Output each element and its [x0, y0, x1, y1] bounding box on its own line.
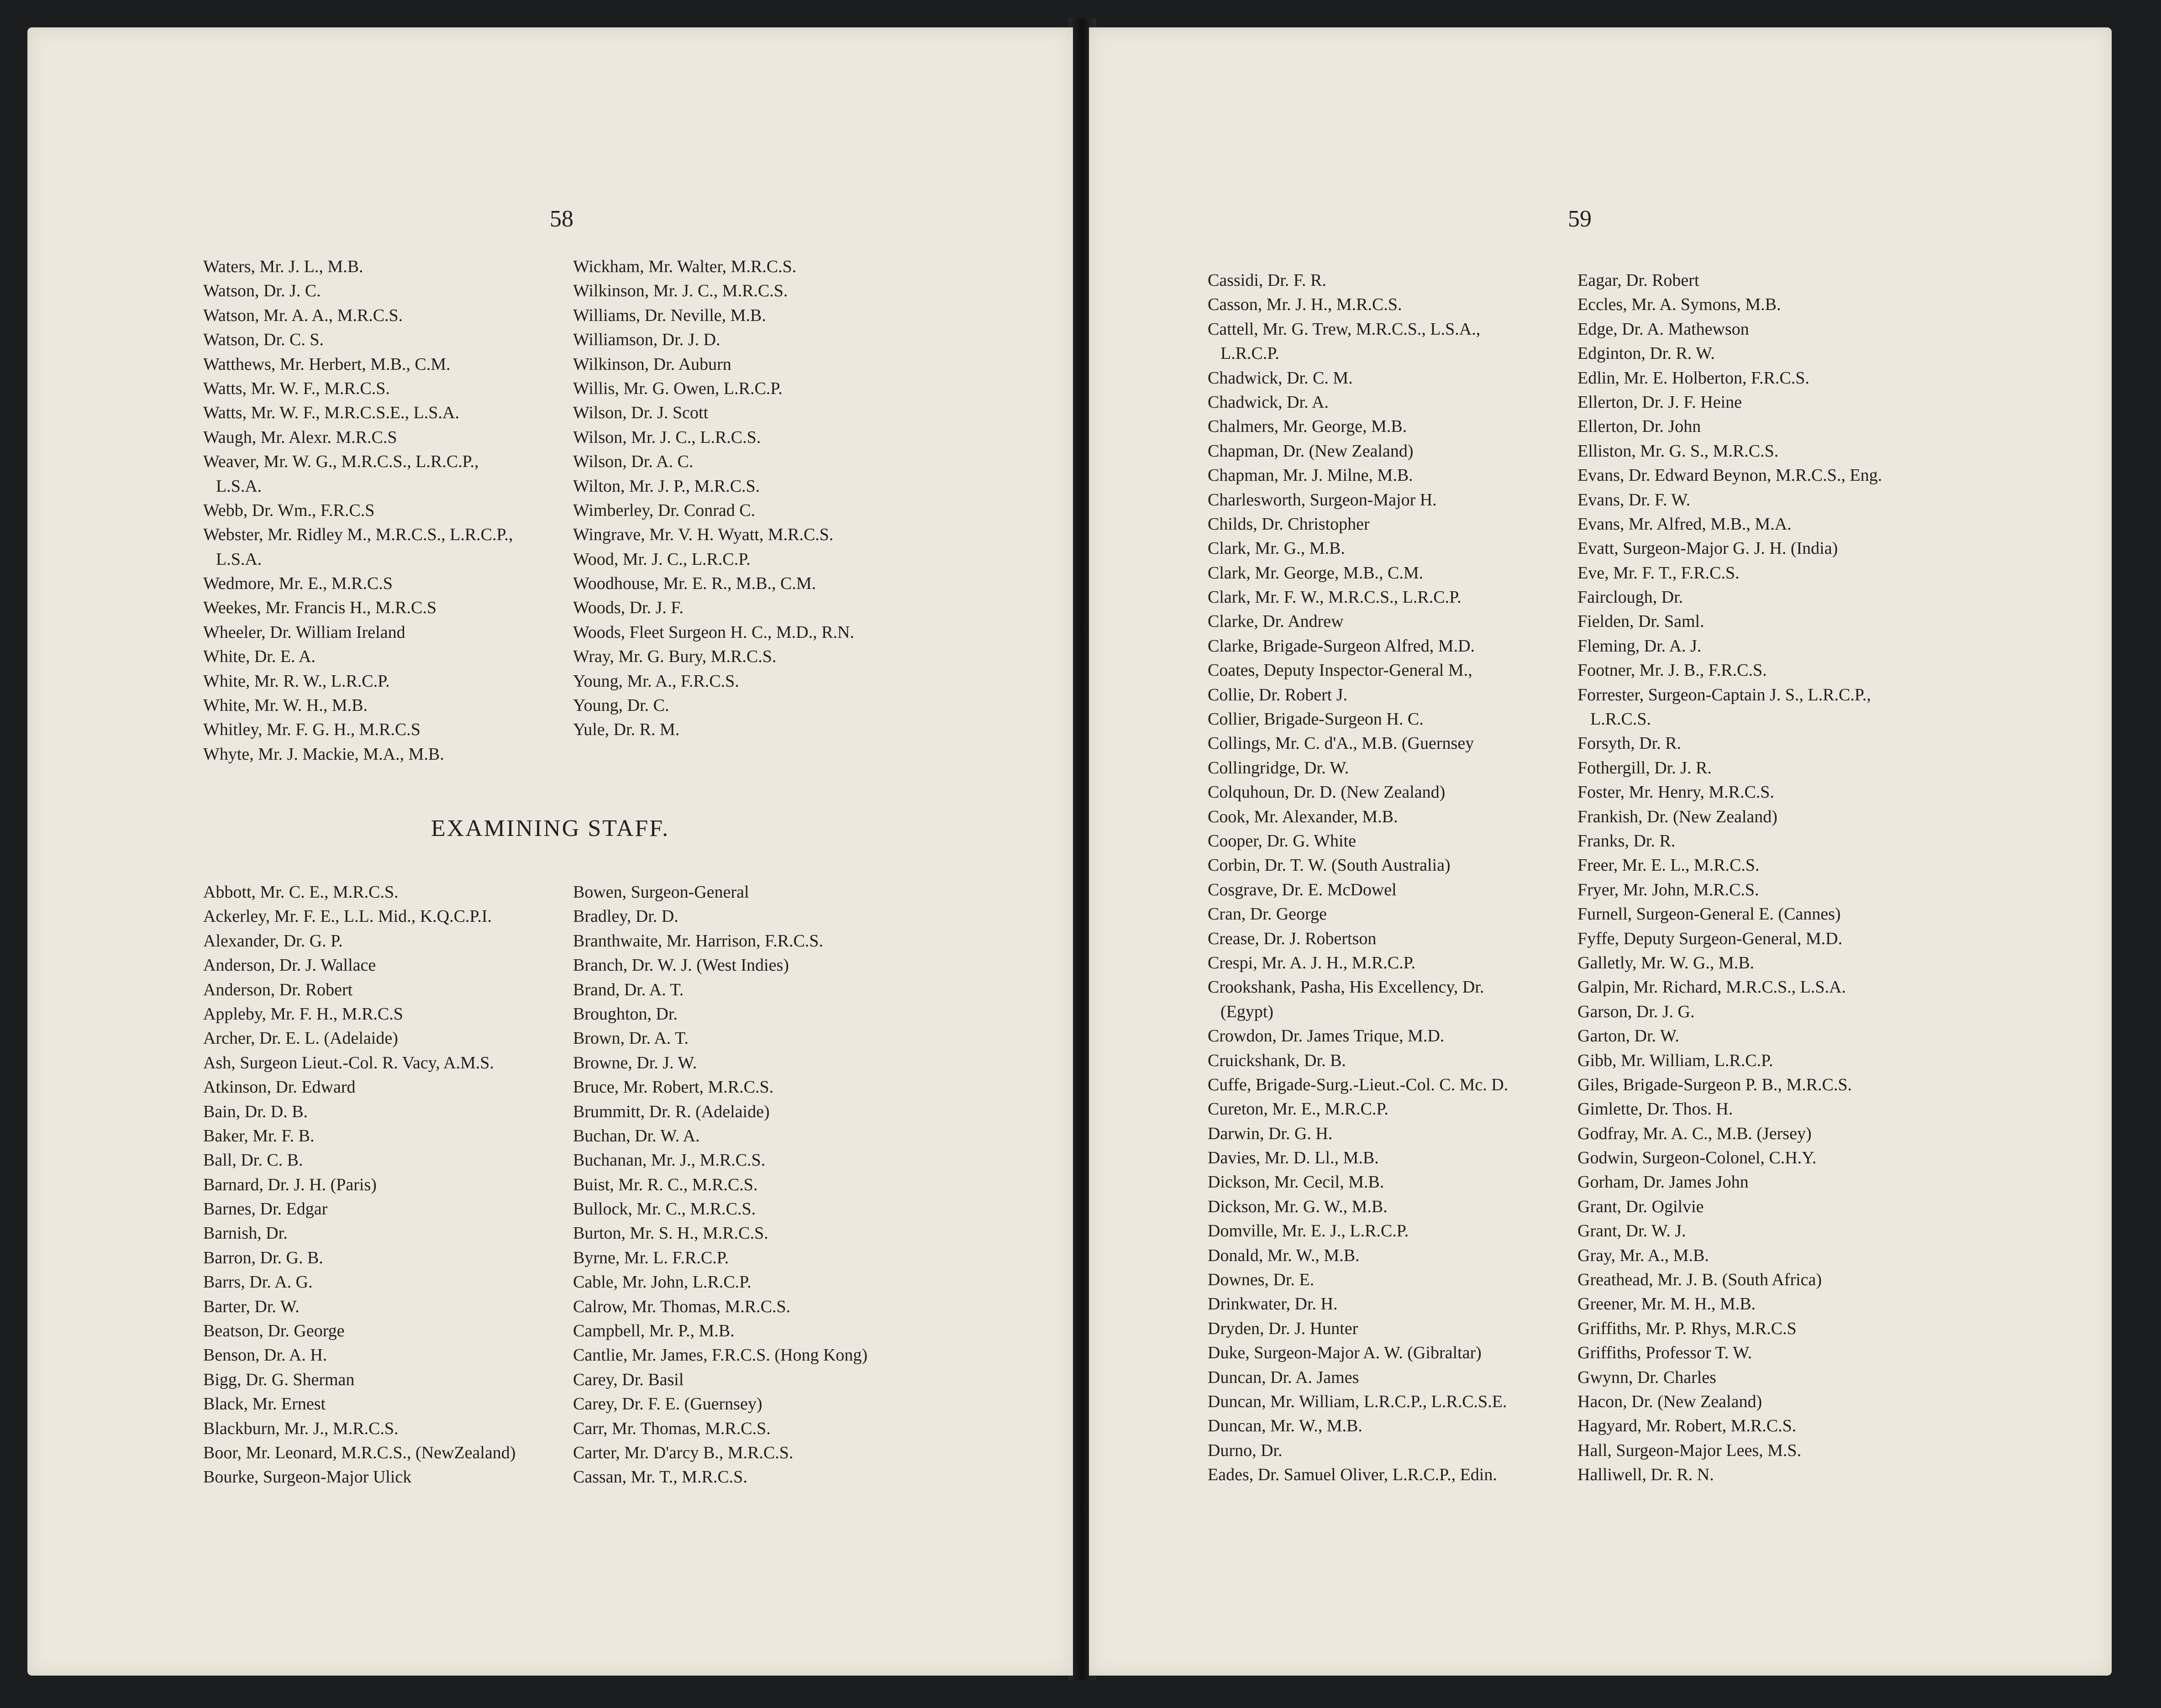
list-item: Browne, Dr. J. W.: [573, 1053, 697, 1072]
list-item: Garton, Dr. W.: [1577, 1026, 1679, 1046]
list-item: Eades, Dr. Samuel Oliver, L.R.C.P., Edin.: [1208, 1465, 1497, 1485]
list-item: L.S.A.: [216, 476, 262, 496]
list-item: Godfray, Mr. A. C., M.B. (Jersey): [1577, 1124, 1812, 1143]
list-item: Wilson, Mr. J. C., L.R.C.S.: [573, 427, 761, 447]
list-item: Colquhoun, Dr. D. (New Zealand): [1208, 783, 1446, 802]
list-item: Galpin, Mr. Richard, M.R.C.S., L.S.A.: [1577, 978, 1846, 997]
list-item: Blackburn, Mr. J., M.R.C.S.: [203, 1419, 399, 1438]
list-item: Buchanan, Mr. J., M.R.C.S.: [573, 1151, 766, 1170]
list-item: Carey, Dr. F. E. (Guernsey): [573, 1394, 762, 1414]
list-item: Waters, Mr. J. L., M.B.: [203, 257, 363, 276]
list-item: Downes, Dr. E.: [1208, 1270, 1314, 1290]
list-item: Dickson, Mr. G. W., M.B.: [1208, 1197, 1388, 1216]
list-item: Waugh, Mr. Alexr. M.R.C.S: [203, 427, 397, 447]
list-item: Branthwaite, Mr. Harrison, F.R.C.S.: [573, 931, 823, 951]
list-item: Collings, Mr. C. d'A., M.B. (Guernsey: [1208, 734, 1474, 753]
list-item: Wilton, Mr. J. P., M.R.C.S.: [573, 476, 760, 496]
list-item: Wilkinson, Mr. J. C., M.R.C.S.: [573, 281, 788, 301]
list-item: Cassan, Mr. T., M.R.C.S.: [573, 1467, 747, 1487]
list-item: Edge, Dr. A. Mathewson: [1577, 319, 1749, 339]
list-item: Godwin, Surgeon-Colonel, C.H.Y.: [1577, 1148, 1817, 1168]
list-item: Dickson, Mr. Cecil, M.B.: [1208, 1172, 1384, 1192]
list-item: Fryer, Mr. John, M.R.C.S.: [1577, 880, 1759, 899]
list-item: Carter, Mr. D'arcy B., M.R.C.S.: [573, 1443, 794, 1462]
list-item: Donald, Mr. W., M.B.: [1208, 1246, 1360, 1265]
list-item: Edlin, Mr. E. Holberton, F.R.C.S.: [1577, 368, 1809, 388]
list-item: White, Mr. W. H., M.B.: [203, 696, 368, 715]
list-item: Bullock, Mr. C., M.R.C.S.: [573, 1199, 756, 1219]
list-item: Alexander, Dr. G. P.: [203, 931, 343, 951]
list-item: Bradley, Dr. D.: [573, 907, 678, 926]
list-item: Frankish, Dr. (New Zealand): [1577, 807, 1777, 826]
list-item: Dryden, Dr. J. Hunter: [1208, 1319, 1358, 1338]
list-item: Weekes, Mr. Francis H., M.R.C.S: [203, 598, 436, 618]
list-item: Darwin, Dr. G. H.: [1208, 1124, 1333, 1143]
list-item: Woodhouse, Mr. E. R., M.B., C.M.: [573, 574, 816, 594]
list-item: Corbin, Dr. T. W. (South Australia): [1208, 856, 1451, 875]
list-item: Wickham, Mr. Walter, M.R.C.S.: [573, 257, 797, 276]
list-item: Brummitt, Dr. R. (Adelaide): [573, 1102, 770, 1121]
list-item: Chadwick, Dr. C. M.: [1208, 368, 1353, 388]
list-item: Burton, Mr. S. H., M.R.C.S.: [573, 1224, 768, 1243]
list-item: Watson, Dr. J. C.: [203, 281, 321, 301]
list-item: Bourke, Surgeon-Major Ulick: [203, 1467, 412, 1487]
list-item: Drinkwater, Dr. H.: [1208, 1294, 1338, 1314]
list-item: Branch, Dr. W. J. (West Indies): [573, 956, 789, 975]
list-item: Wingrave, Mr. V. H. Wyatt, M.R.C.S.: [573, 525, 834, 545]
list-item: Ellerton, Dr. John: [1577, 417, 1701, 436]
left-bottom-column-2: [573, 880, 868, 1490]
list-item: Weaver, Mr. W. G., M.R.C.S., L.R.C.P.,: [203, 452, 479, 472]
list-item: Collier, Brigade-Surgeon H. C.: [1208, 709, 1424, 729]
list-item: Webster, Mr. Ridley M., M.R.C.S., L.R.C.P.,: [203, 525, 513, 545]
list-item: Eagar, Dr. Robert: [1577, 271, 1699, 290]
list-item: Hall, Surgeon-Major Lees, M.S.: [1577, 1440, 1802, 1460]
list-item: Boor, Mr. Leonard, M.R.C.S., (NewZealand): [203, 1443, 516, 1462]
list-item: Ackerley, Mr. F. E., L.L. Mid., K.Q.C.P.I.: [203, 907, 492, 926]
list-item: Forrester, Surgeon-Captain J. S., L.R.C.P.,: [1577, 685, 1871, 704]
list-item: Barron, Dr. G. B.: [203, 1248, 323, 1267]
list-item: Crowdon, Dr. James Trique, M.D.: [1208, 1026, 1445, 1046]
list-item: Barnard, Dr. J. H. (Paris): [203, 1175, 377, 1194]
list-item: Bowen, Surgeon-General: [573, 883, 749, 902]
list-item: Bain, Dr. D. B.: [203, 1102, 308, 1121]
list-item: Wray, Mr. G. Bury, M.R.C.S.: [573, 647, 777, 667]
list-item: Watson, Dr. C. S.: [203, 330, 324, 350]
list-item: Archer, Dr. E. L. (Adelaide): [203, 1029, 398, 1048]
list-item: Ball, Dr. C. B.: [203, 1151, 303, 1170]
list-item: Young, Dr. C.: [573, 696, 669, 715]
list-item: Ash, Surgeon Lieut.-Col. R. Vacy, A.M.S.: [203, 1053, 494, 1072]
list-item: L.R.C.S.: [1590, 709, 1651, 729]
list-item: Watts, Mr. W. F., M.R.C.S.E., L.S.A.: [203, 403, 459, 423]
list-item: Chalmers, Mr. George, M.B.: [1208, 417, 1407, 436]
list-item: Williamson, Dr. J. D.: [573, 330, 720, 350]
list-item: Coates, Deputy Inspector-General M.,: [1208, 661, 1472, 680]
list-item: Franks, Dr. R.: [1577, 831, 1676, 851]
list-item: Anderson, Dr. Robert: [203, 980, 353, 999]
list-item: Wheeler, Dr. William Ireland: [203, 622, 405, 642]
list-item: Willis, Mr. G. Owen, L.R.C.P.: [573, 378, 783, 398]
list-item: Wedmore, Mr. E., M.R.C.S: [203, 574, 393, 594]
list-item: Elliston, Mr. G. S., M.R.C.S.: [1577, 441, 1779, 461]
list-item: Galletly, Mr. W. G., M.B.: [1577, 953, 1755, 972]
list-item: Fothergill, Dr. J. R.: [1577, 758, 1712, 778]
left-bottom-column-1: [203, 880, 515, 1490]
list-item: Clarke, Dr. Andrew: [1208, 612, 1344, 631]
list-item: Benson, Dr. A. H.: [203, 1345, 327, 1365]
list-item: Young, Mr. A., F.R.C.S.: [573, 671, 739, 691]
list-item: Carr, Mr. Thomas, M.R.C.S.: [573, 1419, 771, 1438]
list-item: Fleming, Dr. A. J.: [1577, 636, 1702, 656]
list-item: Watts, Mr. W. F., M.R.C.S.: [203, 378, 390, 398]
list-item: Grant, Dr. Ogilvie: [1577, 1197, 1704, 1216]
list-item: Garson, Dr. J. G.: [1577, 1002, 1695, 1021]
list-item: L.R.C.P.: [1220, 344, 1279, 363]
right-column-1: [1208, 268, 1508, 1487]
list-item: Gray, Mr. A., M.B.: [1577, 1246, 1709, 1265]
list-item: Evans, Dr. F. W.: [1577, 490, 1691, 510]
list-item: Crespi, Mr. A. J. H., M.R.C.P.: [1208, 953, 1416, 972]
list-item: Fielden, Dr. Saml.: [1577, 612, 1704, 631]
list-item: Campbell, Mr. P., M.B.: [573, 1321, 735, 1341]
list-item: Cattell, Mr. G. Trew, M.R.C.S., L.S.A.,: [1208, 319, 1481, 339]
list-item: Cran, Dr. George: [1208, 904, 1327, 924]
list-item: Abbott, Mr. C. E., M.R.C.S.: [203, 883, 399, 902]
list-item: Foster, Mr. Henry, M.R.C.S.: [1577, 783, 1774, 802]
list-item: White, Dr. E. A.: [203, 647, 315, 667]
list-item: Carey, Dr. Basil: [573, 1370, 684, 1389]
list-item: Barrs, Dr. A. G.: [203, 1272, 313, 1292]
list-item: Gorham, Dr. James John: [1577, 1172, 1749, 1192]
list-item: Childs, Dr. Christopher: [1208, 514, 1370, 534]
list-item: Ellerton, Dr. J. F. Heine: [1577, 392, 1742, 412]
list-item: Crookshank, Pasha, His Excellency, Dr.: [1208, 978, 1484, 997]
left-top-column-1: [203, 255, 513, 767]
list-item: Wilkinson, Dr. Auburn: [573, 354, 731, 374]
list-item: Cook, Mr. Alexander, M.B.: [1208, 807, 1398, 826]
list-item: Webb, Dr. Wm., F.R.C.S: [203, 500, 375, 520]
list-item: Evans, Mr. Alfred, M.B., M.A.: [1577, 514, 1792, 534]
list-item: Clark, Mr. G., M.B.: [1208, 539, 1345, 558]
list-item: Cantlie, Mr. James, F.R.C.S. (Hong Kong): [573, 1345, 868, 1365]
list-item: Atkinson, Dr. Edward: [203, 1077, 356, 1097]
list-item: Forsyth, Dr. R.: [1577, 734, 1681, 753]
list-item: Cruickshank, Dr. B.: [1208, 1051, 1346, 1070]
list-item: Black, Mr. Ernest: [203, 1394, 326, 1414]
list-item: Anderson, Dr. J. Wallace: [203, 956, 376, 975]
list-item: Edginton, Dr. R. W.: [1577, 344, 1715, 363]
list-item: Durno, Dr.: [1208, 1440, 1283, 1460]
list-item: Wilson, Dr. A. C.: [573, 452, 694, 472]
right-page: [1089, 27, 2112, 1676]
page-number-left: 58: [550, 206, 573, 232]
list-item: Cosgrave, Dr. E. McDowel: [1208, 880, 1397, 899]
list-item: Fyffe, Deputy Surgeon-General, M.D.: [1577, 929, 1843, 948]
list-item: L.S.A.: [216, 549, 262, 569]
list-item: Gibb, Mr. William, L.R.C.P.: [1577, 1051, 1773, 1070]
list-item: Duncan, Mr. W., M.B.: [1208, 1416, 1362, 1436]
list-item: Watson, Mr. A. A., M.R.C.S.: [203, 305, 403, 325]
list-item: Woods, Dr. J. F.: [573, 598, 684, 618]
list-item: Hagyard, Mr. Robert, M.R.C.S.: [1577, 1416, 1797, 1436]
list-item: Griffiths, Professor T. W.: [1577, 1343, 1752, 1363]
list-item: Cassidi, Dr. F. R.: [1208, 271, 1326, 290]
list-item: Evans, Dr. Edward Beynon, M.R.C.S., Eng.: [1577, 466, 1882, 485]
list-item: Clark, Mr. F. W., M.R.C.S., L.R.C.P.: [1208, 588, 1462, 607]
list-item: (Egypt): [1220, 1002, 1274, 1021]
list-item: Collingridge, Dr. W.: [1208, 758, 1349, 778]
list-item: Greathead, Mr. J. B. (South Africa): [1577, 1270, 1822, 1290]
list-item: Bruce, Mr. Robert, M.R.C.S.: [573, 1077, 774, 1097]
list-item: Watthews, Mr. Herbert, M.B., C.M.: [203, 354, 451, 374]
list-item: Davies, Mr. D. Ll., M.B.: [1208, 1148, 1379, 1168]
list-item: Whitley, Mr. F. G. H., M.R.C.S: [203, 720, 421, 740]
list-item: Cooper, Dr. G. White: [1208, 831, 1356, 851]
list-item: Collie, Dr. Robert J.: [1208, 685, 1348, 704]
list-item: Duncan, Mr. William, L.R.C.P., L.R.C.S.E.: [1208, 1392, 1507, 1411]
list-item: Casson, Mr. J. H., M.R.C.S.: [1208, 295, 1402, 315]
list-item: Wood, Mr. J. C., L.R.C.P.: [573, 549, 751, 569]
list-item: Williams, Dr. Neville, M.B.: [573, 305, 766, 325]
list-item: Wilson, Dr. J. Scott: [573, 403, 709, 423]
list-item: Griffiths, Mr. P. Rhys, M.R.C.S: [1577, 1319, 1797, 1338]
list-item: Buist, Mr. R. C., M.R.C.S.: [573, 1175, 758, 1194]
list-item: Fairclough, Dr.: [1577, 588, 1683, 607]
left-top-column-2: [573, 255, 854, 742]
page-number-right: 59: [1568, 206, 1592, 232]
list-item: Gimlette, Dr. Thos. H.: [1577, 1099, 1733, 1119]
list-item: Giles, Brigade-Surgeon P. B., M.R.C.S.: [1577, 1075, 1852, 1094]
list-item: Eve, Mr. F. T., F.R.C.S.: [1577, 563, 1740, 583]
list-item: Eccles, Mr. A. Symons, M.B.: [1577, 295, 1781, 315]
list-item: Greener, Mr. M. H., M.B.: [1577, 1294, 1756, 1314]
list-item: Crease, Dr. J. Robertson: [1208, 929, 1377, 948]
list-item: Broughton, Dr.: [573, 1004, 678, 1024]
list-item: Calrow, Mr. Thomas, M.R.C.S.: [573, 1297, 791, 1316]
list-item: Cable, Mr. John, L.R.C.P.: [573, 1272, 752, 1292]
list-item: Barter, Dr. W.: [203, 1297, 300, 1316]
list-item: Duke, Surgeon-Major A. W. (Gibraltar): [1208, 1343, 1482, 1363]
list-item: Freer, Mr. E. L., M.R.C.S.: [1577, 856, 1760, 875]
list-item: Furnell, Surgeon-General E. (Cannes): [1577, 904, 1841, 924]
list-item: Barnes, Dr. Edgar: [203, 1199, 328, 1219]
section-heading: EXAMINING STAFF.: [431, 815, 670, 841]
list-item: Domville, Mr. E. J., L.R.C.P.: [1208, 1221, 1409, 1241]
list-item: Whyte, Mr. J. Mackie, M.A., M.B.: [203, 744, 444, 764]
list-item: Baker, Mr. F. B.: [203, 1126, 315, 1146]
list-item: Wimberley, Dr. Conrad C.: [573, 500, 756, 520]
list-item: Cuffe, Brigade-Surg.-Lieut.-Col. C. Mc. D.: [1208, 1075, 1509, 1094]
list-item: Appleby, Mr. F. H., M.R.C.S: [203, 1004, 403, 1024]
list-item: Brown, Dr. A. T.: [573, 1029, 689, 1048]
list-item: Footner, Mr. J. B., F.R.C.S.: [1577, 661, 1767, 680]
list-item: Halliwell, Dr. R. N.: [1577, 1465, 1714, 1485]
list-item: Chapman, Mr. J. Milne, M.B.: [1208, 466, 1413, 485]
list-item: Clarke, Brigade-Surgeon Alfred, M.D.: [1208, 636, 1475, 656]
list-item: Duncan, Dr. A. James: [1208, 1367, 1359, 1387]
list-item: Chapman, Dr. (New Zealand): [1208, 441, 1414, 461]
list-item: Brand, Dr. A. T.: [573, 980, 684, 999]
list-item: Chadwick, Dr. A.: [1208, 392, 1329, 412]
list-item: Bigg, Dr. G. Sherman: [203, 1370, 355, 1389]
list-item: Charlesworth, Surgeon-Major H.: [1208, 490, 1437, 510]
list-item: Woods, Fleet Surgeon H. C., M.D., R.N.: [573, 622, 854, 642]
list-item: Cureton, Mr. E., M.R.C.P.: [1208, 1099, 1388, 1119]
list-item: Grant, Dr. W. J.: [1577, 1221, 1686, 1241]
list-item: Buchan, Dr. W. A.: [573, 1126, 700, 1146]
list-item: Gwynn, Dr. Charles: [1577, 1367, 1716, 1387]
list-item: Byrne, Mr. L. F.R.C.P.: [573, 1248, 729, 1267]
list-item: Barnish, Dr.: [203, 1224, 288, 1243]
list-item: Evatt, Surgeon-Major G. J. H. (India): [1577, 539, 1838, 558]
list-item: Beatson, Dr. George: [203, 1321, 345, 1341]
right-column-2: [1577, 268, 1882, 1487]
list-item: Hacon, Dr. (New Zealand): [1577, 1392, 1762, 1411]
left-page: [27, 27, 1073, 1676]
list-item: Yule, Dr. R. M.: [573, 720, 680, 740]
list-item: White, Mr. R. W., L.R.C.P.: [203, 671, 390, 691]
list-item: Clark, Mr. George, M.B., C.M.: [1208, 563, 1424, 583]
